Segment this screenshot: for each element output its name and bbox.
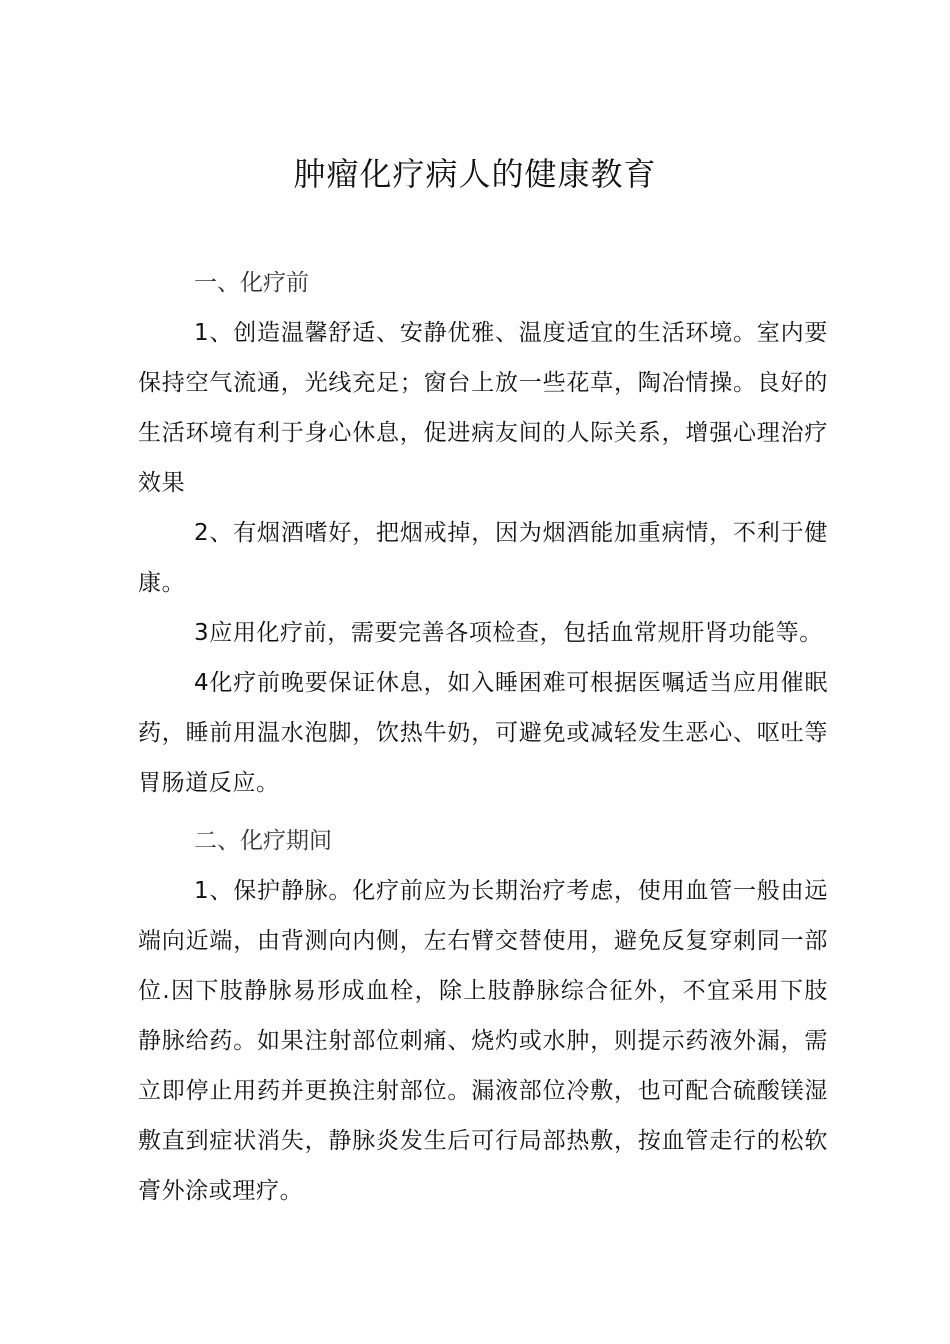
document-body [138, 258, 828, 1216]
document-title: 肿瘤化疗病人的健康教育 [293, 155, 657, 193]
paragraph-rest: 4化疗前晚要保证休息，如入睡困难可根据医嘱适当应用催眠药，睡前用温水泡脚，饮热牛奶，可避免或减轻发生恶心、呕吐等胃肠道反应。 [138, 670, 828, 796]
paragraph-quit-smoking: 2、有烟酒嗜好，把烟戒掉，因为烟酒能加重病情，不利于健康。 [138, 520, 828, 596]
paragraph-examinations: 3应用化疗前，需要完善各项检查，包括血常规肝肾功能等。 [194, 620, 823, 646]
section-heading-before-chemo: 一、化疗前 [194, 270, 309, 296]
paragraph-environment: 1、创造温馨舒适、安静优雅、温度适宜的生活环境。室内要保持空气流通，光线充足；窗台上放一些花草，陶冶情操。良好的生活环境有利于身心休息，促进病友间的人际关系，增强心理治疗效果 [138, 320, 828, 496]
paragraph-protect-veins: 1、保护静脉。化疗前应为长期治疗考虑，使用血管一般由远端向近端，由背测向内侧，左右臂交替使用，避免反复穿刺同一部位.因下肢静脉易形成血栓，除上肢静脉综合征外，不宜采用下肢静脉给药。如果注射部位刺痛、烧灼或水肿，则提示药液外漏，需立即停止用药并更换注射部位。漏液部位冷敷，也可配合硫酸镁湿敷直到症状消失，静脉炎发生后可行局部热敷，按血管走行的松软膏外涂或理疗。 [138, 878, 828, 1204]
section-heading-during-chemo: 二、化疗期间 [194, 828, 332, 854]
